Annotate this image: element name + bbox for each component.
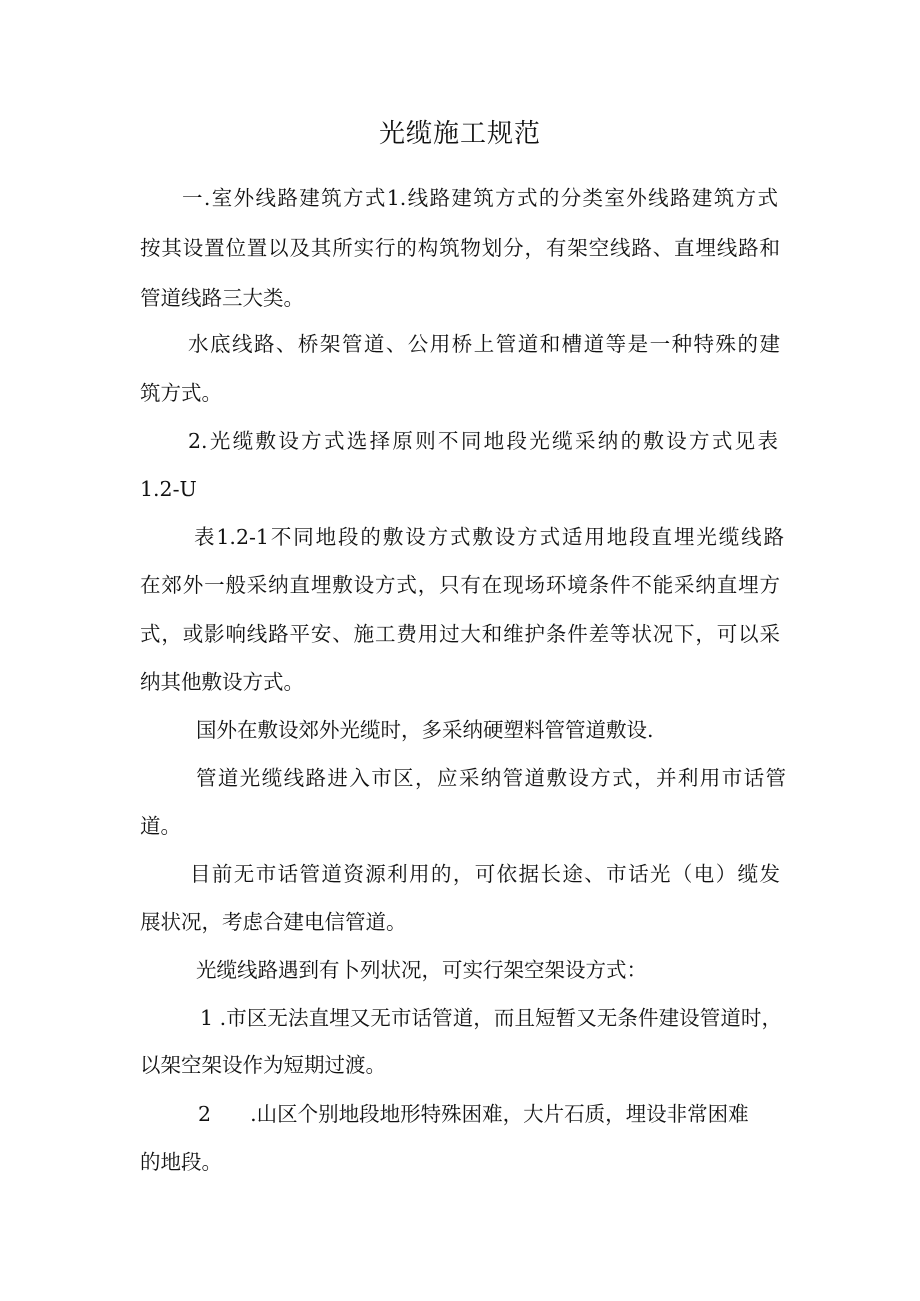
paragraph-line: 展状况，考虑合建电信管道。 [140,910,407,934]
paragraph-line: 一.室外线路建筑方式1.线路建筑方式的分类室外线路建筑方式 [182,186,778,210]
paragraph-line: 管道线路三大类。 [140,286,304,310]
paragraph-line: 2 .山区个别地段地形特殊困难，大片石质，埋设非常困难 [198,1102,749,1126]
paragraph-line: 表1.2-1不同地段的敷设方式敷设方式适用地段直埋光缆线路 [194,525,784,549]
paragraph-line: 2.光缆敷设方式选择原则不同地段光缆采纳的敷设方式见表 [188,429,778,453]
paragraph-line: 按其设置位置以及其所实行的构筑物划分，有架空线路、直埋线路和 [140,236,780,260]
paragraph-line: 以架空架设作为短期过渡。 [140,1053,386,1077]
paragraph-line: 道。 [140,814,181,838]
paragraph-line: 在郊外一般采纳直埋敷设方式，只有在现场环境条件不能采纳直埋方 [140,573,780,597]
paragraph-line: 式，或影响线路平安、施工费用过大和维护条件差等状况下，可以采 [140,622,780,646]
paragraph-line: 筑方式。 [140,381,222,405]
paragraph-line: 水底线路、桥架管道、公用桥上管道和槽道等是一种特殊的建 [188,332,780,356]
paragraph-line: 的地段。 [140,1150,222,1174]
paragraph-line: 1 .市区无法直埋又无市话管道，而且短暂又无条件建设管道时， [200,1006,782,1030]
paragraph-line: 光缆线路遇到有卜列状况，可实行架空架设方式： [196,958,647,982]
paragraph-line: 1.2-U [140,477,197,501]
paragraph-line: 管道光缆线路进入市区，应采纳管道敷设方式，并利用市话管 [196,766,786,790]
paragraph-line: 目前无市话管道资源利用的，可依据长途、市话光（电）缆发 [190,862,780,886]
paragraph-line: 纳其他敷设方式。 [140,670,304,694]
paragraph-line: 国外在敷设郊外光缆时，多采纳硬塑料管管道敷设. [196,718,654,742]
document-title: 光缆施工规范 [378,119,541,149]
